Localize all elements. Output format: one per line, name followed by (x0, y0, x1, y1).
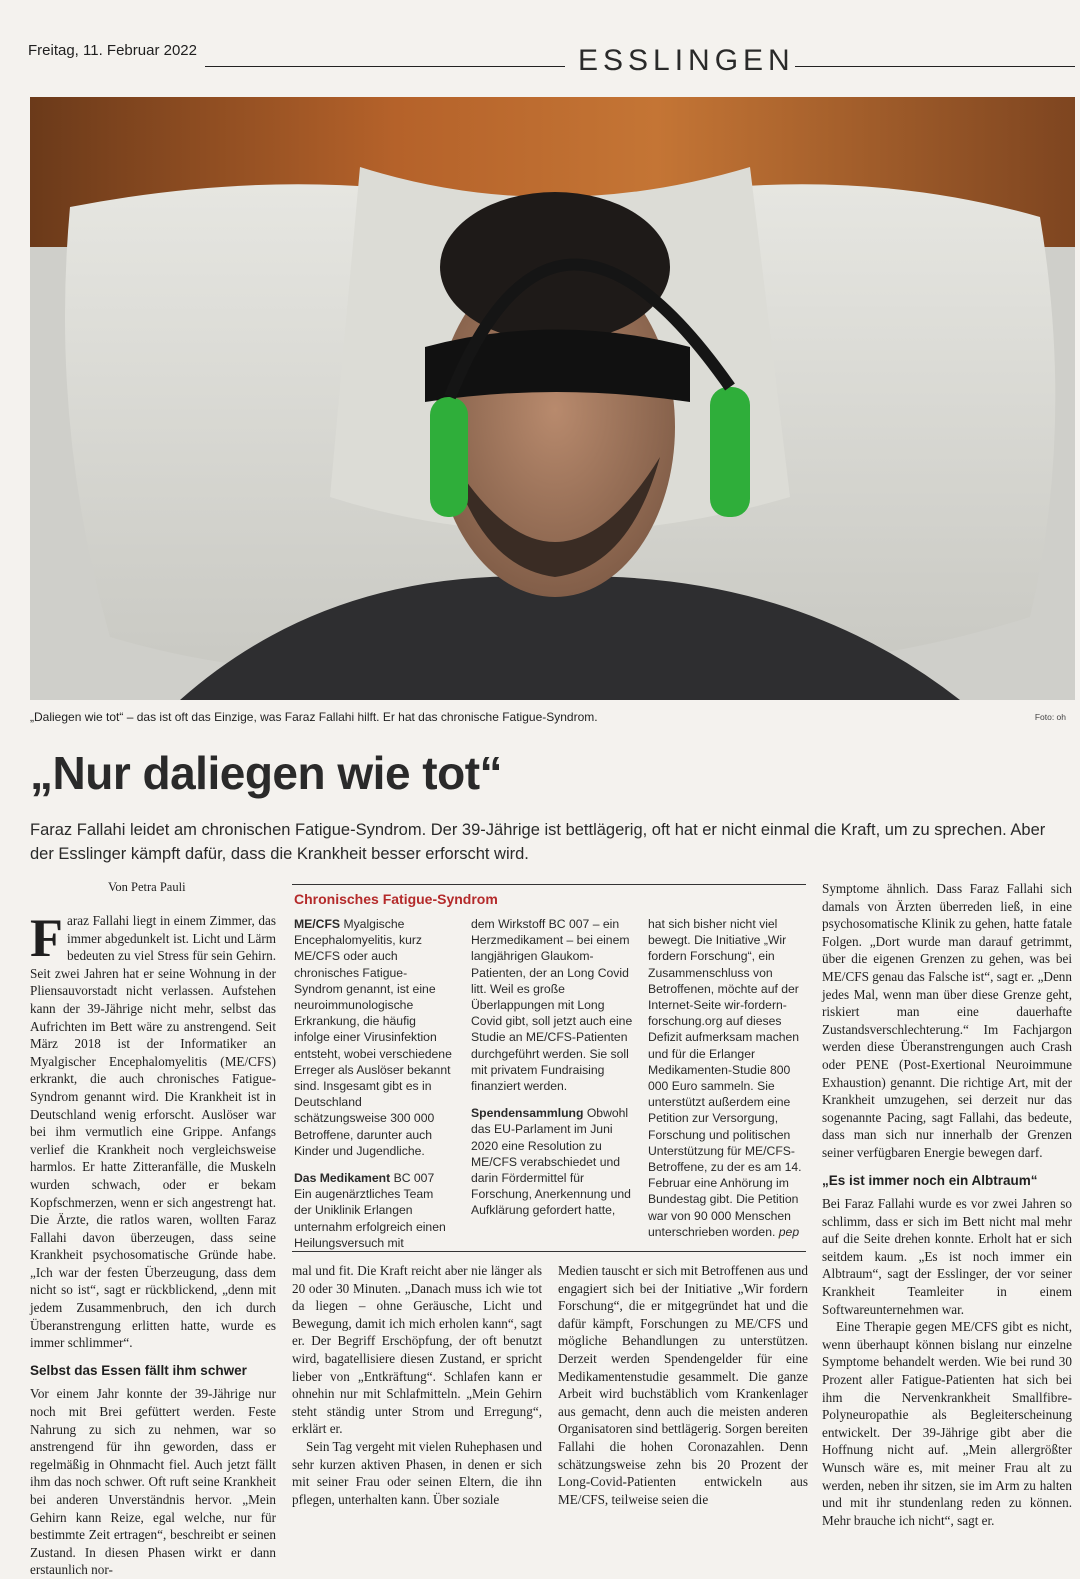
header-rule-left (205, 66, 565, 67)
photo-illustration (30, 97, 1075, 700)
byline: Von Petra Pauli (108, 880, 186, 894)
infobox-rule-bottom (292, 1251, 806, 1252)
article-photo (30, 97, 1075, 700)
article-paragraph: Vor einem Jahr konnte der 39-Jährige nur noch mit Brei gefüttert werden. Feste Nahrung zu sich zu nehmen, war so anstrengend für ihn geworden, dass er regelmäßig in Ohnmacht fiel. Auch jetzt fällt ihm das noch schwer. Oft ruft seine Krankheit bei anderen Unverständnis hervor. „Mein Gehirn kann Reize, egal welche, nur für bestimmte Zeit ertragen“, beschreibt er seinen Zustand. In diesen Phasen wirkt er dann erstaunlich nor- (30, 1386, 276, 1578)
infobox-text: hat sich bisher nicht viel bewegt. Die Initiative „Wir fordern Forschung“, ein Zusammenschluss von Betroffenen, möchte auf der Internet-Seite wir-fordern-forschung.org auf dieses Defizit aufmerksam machen und für die Erlanger Medikamenten-Studie 800 000 Euro sammeln. Sie unterstützt außerdem eine Petition zur Versorgung, Forschung und politischen Unterstützung für ME/CFS-Betroffene, zu der es am 14. Februar eine Anhörung im Bundestag gibt. Die Petition war von 90 000 Menschen unterschrieben worden. (648, 917, 802, 1239)
lede: Faraz Fallahi leidet am chronischen Fatigue-Syndrom. Der 39-Jährige ist bettlägerig, oft hat er nicht einmal die Kraft, um zu sprechen. Aber der Esslinger kämpft dafür, dass die Krankheit besser erforscht wird. (30, 821, 1046, 863)
subheading: „Es ist immer noch ein Albtraum“ (822, 1172, 1038, 1188)
article-paragraph: Faraz Fallahi liegt in einem Zimmer, das immer abgedunkelt ist. Licht und Lärm bedeuten zu viel Stress für sein Gehirn. Seit zwei Jahren hat er seine Wohnung in der Pliensauvorstadt nicht verlassen. Aufstehen kann der 39-Jährige nicht mehr, selbst das Aufrichten im Bett wäre zu anstrengend. Seit März 2018 ist der Informatiker an Myalgischer Encephalomyelitis (ME/CFS) erkrankt, die auch chronisches Fatigue-Syndrom genannt wird. Die Krankheit ist in Deutschland wenig erforscht. Auslöser war bei ihm vermutlich eine Grippe. Anfangs verlief die Krankheit noch vergleichsweise harmlos. Er hatte Zitteranfälle, die Muskeln wurden schwach, oder er bekam Kopfschmerzen, wenn er sich angestrengt hat. Die Ärzte, die ratlos waren, wollten Faraz Fallahi davon überzeugen, dass seine Krankheit psychosomatische Gründe habe. „Ich war der festen Überzeugung, dass dem nicht so ist“, sagt er rückblickend, „denn mit jedem Zusammenbruch, den ich durch Überanstrengung erlitten hatte, wurde es immer schlimmer“. (30, 908, 276, 1351)
infobox-lead: ME/CFS (294, 917, 341, 931)
infobox-rule-top (292, 884, 806, 885)
article-paragraph: mal und fit. Die Kraft reicht aber nie länger als 20 oder 30 Minuten. „Danach muss ich wie tot da liegen – ohne Geräusche, Licht und Bewegung, damit ich mich erholen kann“, sagt er. Der Begriff Erschöpfung, der oft benutzt wird, bagatellisiere diesen Zustand, er spricht lieber von „Entkräftung“. Schlafen kann er ohnehin nur mit Schlafmitteln. „Mein Gehirn steht ständig unter Strom und Erregung“, erklärt er. (292, 1263, 542, 1437)
infobox-text: Obwohl das EU-Parlament im Juni 2020 eine Resolution zu ME/CFS verabschiedet und darin Fördermittel für Forschung, Anerkennung und Aufklärung gefordert hatte, (471, 1106, 631, 1218)
infobox-column-3 (648, 916, 806, 1251)
infobox-title: Chronisches Fatigue-Syndrom (294, 891, 498, 907)
article-paragraph: Symptome ähnlich. Dass Faraz Fallahi sich damals von Ärzten überreden ließ, in eine psychosomatische Klinik zu gehen, hatte fatale Folgen. „Dort wurde man darauf getrimmt, über die eigenen Grenzen zu gehen, was bei ME/CFS genau das Falsche ist“, sagt er. „Denn jedes Mal, wenn man über diese Grenze geht, riskiert man eine dauerhafte Zustandsverschlechterung.“ Im Fachjargon werden diese Überanstrengungen auch Crash oder PENE (Post-Exertional Neuroimmune Exhaustion) genannt. Die richtige Art, mit der Krankheit umzugehen, sei derzeit nur das sogenannte Pacing, sagt Fallahi, das bedeute, dass man sich nur innerhalb der Grenzen seiner verfügbaren Energie bewegen darf. (822, 881, 1072, 1160)
infobox-text: Myalgische Encephalomyelitis, kurz ME/CFS oder auch chronisches Fatigue-Syndrom genannt, ist eine neuroimmunologische Erkrankung, die häufig infolge einer Virusinfektion entsteht, wobei verschiedene Erreger als Auslöser bekannt sind. Insgesamt gibt es in Deutschland schätzungsweise 300 000 Betroffene, darunter auch Kinder und Jugendliche. (294, 917, 452, 1158)
infobox-lead: Das Medikament (294, 1171, 391, 1186)
infobox-text: dem Wirkstoff BC 007 – ein Herzmedikament – bei einem langjährigen Glaukom-Patienten, der an Long Covid litt. Weil es große Überlappungen mit Long Covid gibt, soll jetzt auch eine Studie an ME/CFS-Patienten durchgeführt werden. Sie soll mit privatem Fundraising finanziert werden. (471, 917, 633, 1094)
article-paragraph: Sein Tag vergeht mit vielen Ruhephasen und sehr kurzen aktiven Phasen, in denen er sich mit seiner Frau oder seinen Eltern, die ihn pflegen, unterhalten kann. Über soziale (292, 1438, 542, 1507)
article-column-1 (30, 908, 276, 1579)
issue-date: Freitag, 11. Februar 2022 (28, 42, 197, 59)
article-column-4 (822, 880, 1072, 1529)
article-column-3 (558, 1262, 808, 1508)
author-initials: pep (778, 1224, 800, 1239)
article-paragraph: Eine Therapie gegen ME/CFS gibt es nicht, wenn überhaupt können bislang nur einzelne Symptome behandelt werden. Wie bei rund 30 Prozent aller Fatigue-Patienten hat sich bei ihm die Nervenkrankheit Smallfibre-Polyneuropathie als Begleiterscheinung entwickelt. Der 39-Jährige gibt aber die Hoffnung nicht auf. „Mein allergrößter Wunsch wäre es, mit meiner Frau alt zu werden, neben ihr sitzen, sie im Arm zu halten und mit ihr stundenlang reden zu können. Mehr brauche ich nicht“, sagt er. (822, 1319, 1072, 1528)
article-column-2 (292, 1262, 542, 1508)
photo-credit: Foto: oh (1034, 712, 1066, 722)
headline: „Nur daliegen wie tot“ (30, 747, 503, 799)
article-paragraph: Medien tauscht er sich mit Betroffenen aus und engagiert sich bei der Initiative „Wir fordern Forschung“, die er mitgegründet hat und die dafür kämpft, Forschungen zu ME/CFS und mögliche Behandlungen zu unterstützen. Derzeit werden Spendengelder für eine Medikamentenstudie gesammelt. Die ganze Arbeit wird buchstäblich vom Krankenlager aus gemacht, denn auch die meisten anderen Organisatoren sind bettlägerig. Sorgen bereiten Fallahi die hohen Coronazahlen. Denn schätzungsweise zehn bis 20 Prozent der Long-Covid-Patienten entwickeln aus ME/CFS, teilweise seien die (558, 1263, 808, 1507)
infobox-column-1 (294, 916, 454, 1262)
infobox-column-2 (471, 916, 633, 1230)
photo-caption: „Daliegen wie tot“ – das ist oft das Einzige, was Faraz Fallahi hilft. Er hat das chronische Fatigue-Syndrom. (30, 710, 598, 724)
section-title: ESSLINGEN (578, 44, 795, 77)
subheading: Selbst das Essen fällt ihm schwer (30, 1362, 247, 1378)
header-rule-right (795, 66, 1075, 67)
infobox-lead: Spendensammlung (471, 1106, 584, 1121)
article-paragraph: Bei Faraz Fallahi wurde es vor zwei Jahren so schlimm, dass er sich im Bett nicht mal mehr auf die Seite drehen konnte. Erholt hat er sich seitdem kaum. „Es ist noch immer ein Albtraum“, sagt der Esslinger, der vor seiner Krankheit Teamleiter in einem Softwareunternehmen war. (822, 1196, 1072, 1317)
infobox-text: BC 007 Ein augenärztliches Team der Uniklinik Erlangen unternahm erfolgreich einen Heilungsversuch mit (294, 1171, 446, 1250)
